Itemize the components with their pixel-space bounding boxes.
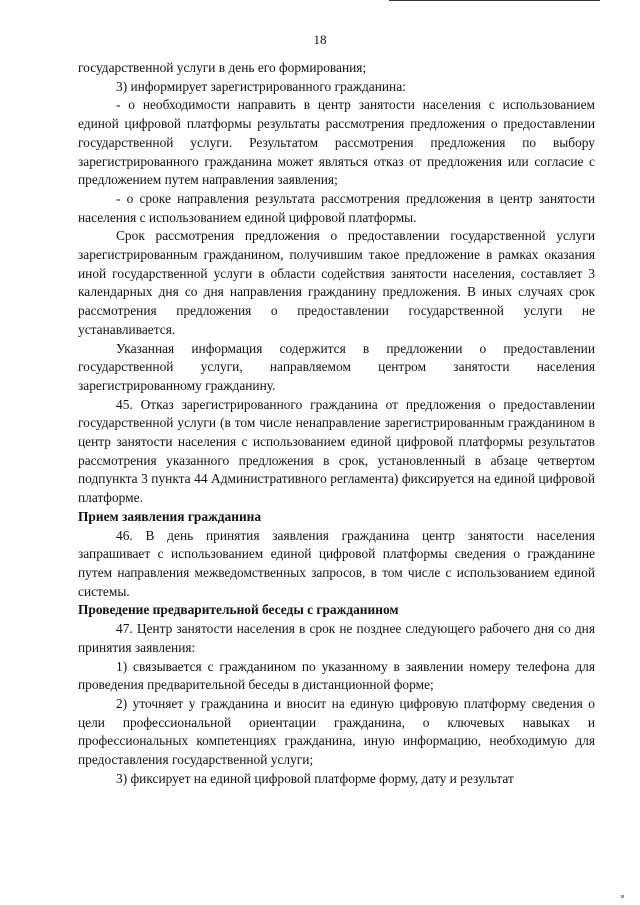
paragraph: Указанная информация содержится в предложении о предоставлении государственной услуги, направляемом центром занятости населения зарегистрированному гражданину. (78, 340, 595, 393)
paragraph: 46. В день принятия заявления гражданина центр занятости населения запрашивает с использованием единой цифровой платформы сведения о гражданине путем направления межведомственных запросов, в том числе с использованием единой системы. (78, 527, 595, 599)
paragraph: 3) информирует зарегистрированного гражданина: (116, 78, 406, 94)
document-body (78, 59, 595, 788)
paragraph: Срок рассмотрения предложения о предоставлении государственной услуги зарегистрированным гражданином, получившим такое предложение в рамках оказания иной государственной услуги в области содействия занятости населения, составляет 3 календарных дня со дня направления гражданину предложения. В иных случаях срок рассмотрения предложения о предоставлении государственной услуги не устанавливается. (78, 228, 595, 337)
paragraph: 47. Центр занятости населения в срок не позднее следующего рабочего дня со дня принятия заявления: (78, 621, 595, 655)
paragraph: 45. Отказ зарегистрированного гражданина от предложения о предоставлении государственной услуги (в том числе ненаправление зарегистрированным гражданином в центр занятости населения с использованием единой цифровой платформы результатов рассмотрения указанного предложения в срок, установленный в абзаце четвертом подпункта 3 пункта 44 Административного регламента) фиксируется на единой цифровой платформе. (78, 396, 595, 506)
scan-mark (621, 895, 624, 898)
paragraph: 2) уточняет у гражданина и вносит на единую цифровую платформу сведения о цели профессиональной ориентации гражданина, о ключевых навыках и профессиональных компетенциях гражданина, иную информацию, необходимую для предоставления государственной услуги; (78, 695, 595, 768)
section-heading: Проведение предварительной беседы с гражданином (78, 602, 399, 618)
paragraph: - о сроке направления результата рассмотрения предложения в центр занятости населения с использованием единой цифровой платформы. (78, 190, 595, 225)
paragraph: - о необходимости направить в центр занятости населения с использованием единой цифровой платформы результаты рассмотрения предложения о предоставлении государственной услуги. Результатом рассмотрения предложения по выбору зарегистрированного гражданина может являться отказ от предложения или согласие с предложением путем направления заявления; (78, 97, 595, 188)
section-heading: Прием заявления гражданина (78, 508, 262, 524)
paragraph: государственной услуги в день его формирования; (78, 60, 367, 75)
paragraph: 3) фиксирует на единой цифровой платформе форму, дату и результат (116, 770, 514, 786)
top-rule (389, 0, 600, 1)
paragraph: 1) связывается с гражданином по указанному в заявлении номеру телефона для проведения предварительной беседы в дистанционной форме; (78, 658, 595, 693)
page-number: 18 (313, 32, 327, 47)
